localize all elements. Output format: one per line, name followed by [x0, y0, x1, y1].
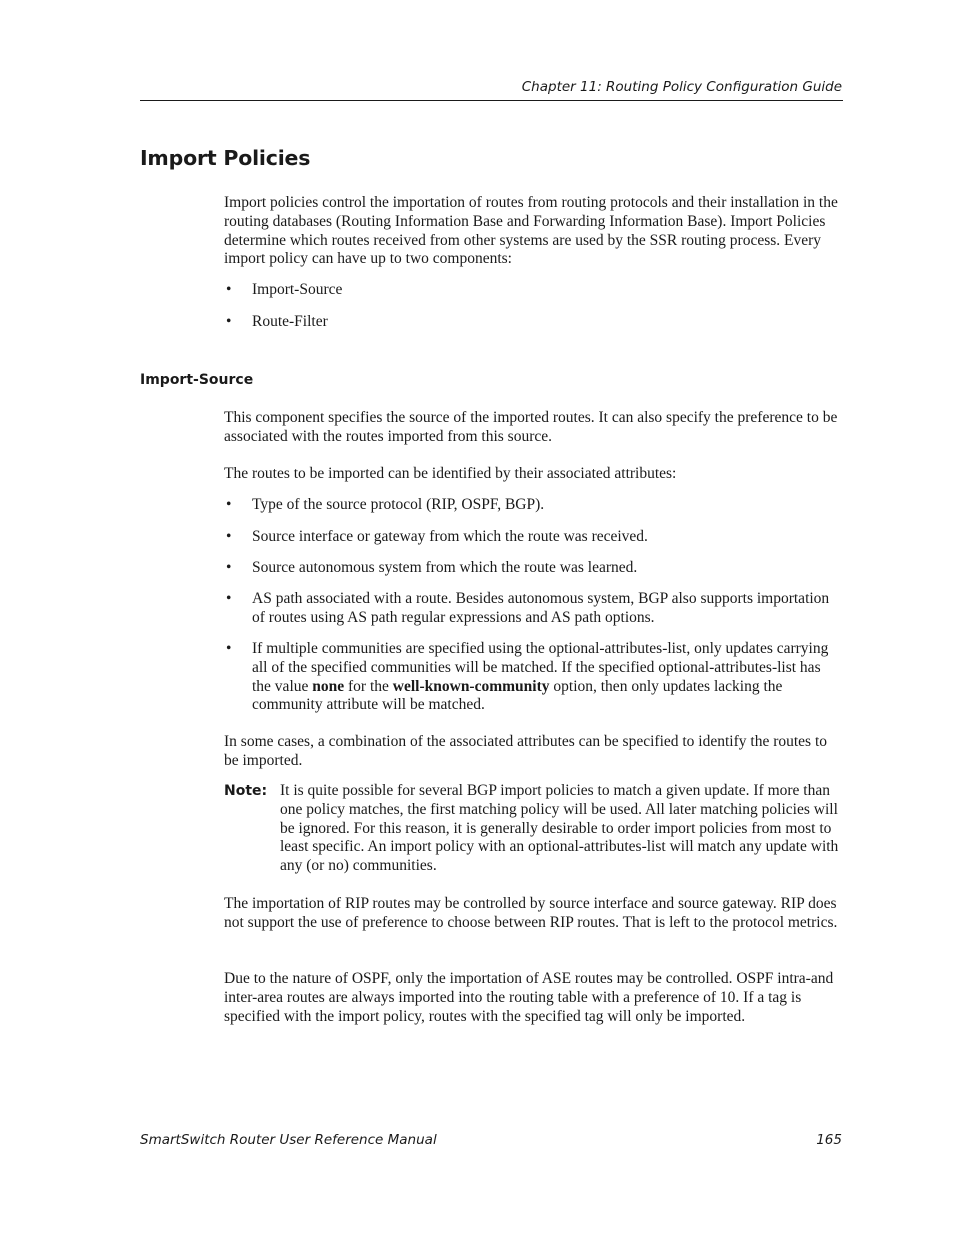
- header-divider: [140, 100, 843, 101]
- bullet-marker: •: [226, 281, 232, 298]
- bullet-marker: •: [226, 590, 232, 607]
- ospf-paragraph: Due to the nature of OSPF, only the importation of ASE routes may be controlled. OSPF intra-and inter-area routes are always imported into the routing table with a preference of 10. If a tag is specified with the import policy, routes with the specified tag will only be imported.: [224, 970, 834, 1025]
- list-item-text: Import-Source: [252, 281, 343, 298]
- list-item: [224, 496, 843, 515]
- attributes-intro-paragraph: The routes to be imported can be identified by their associated attributes:: [224, 465, 677, 482]
- list-item: [224, 313, 843, 332]
- list-item-text: Source autonomous system from which the route was learned.: [252, 559, 638, 576]
- source-paragraph: This component specifies the source of the imported routes. It can also specify the preference to be associated with the routes imported from this source.: [224, 409, 838, 445]
- combination-paragraph: In some cases, a combination of the associated attributes can be specified to identify the routes to be imported.: [224, 733, 828, 769]
- value-none: none: [312, 677, 345, 695]
- list-item: [224, 559, 843, 578]
- bullet-marker: •: [226, 640, 232, 657]
- bullet-marker: •: [226, 528, 232, 545]
- running-header: Chapter 11: Routing Policy Configuration Guide: [521, 79, 842, 95]
- bullet-marker: •: [226, 313, 232, 330]
- communities-text-1: If multiple communities are specified using the optional-attributes-list, only updates carrying all of the specified communities will be matched. If the specified optional-attributes-list has the value: [252, 640, 829, 695]
- rip-paragraph: The importation of RIP routes may be controlled by source interface and source gateway. RIP does not support the use of preference to choose between RIP routes. That is left to the protocol metrics.: [224, 895, 838, 931]
- note-label: Note:: [224, 783, 268, 799]
- list-item-text: [252, 640, 843, 715]
- note-text: It is quite possible for several BGP import policies to match a given update. If more than one policy matches, the first matching policy will be used. All later matching policies will be ignored. For this reason, it is generally desirable to order import policies from most to least specific. An import policy with an optional-attributes-list will match any update with any (or no) communities.: [280, 782, 839, 875]
- subsection-title: Import-Source: [140, 372, 254, 388]
- list-item: [224, 281, 843, 300]
- list-item-text: Type of the source protocol (RIP, OSPF, BGP).: [252, 496, 545, 513]
- option-well-known-community: well-known-community: [392, 677, 550, 695]
- list-item: [224, 640, 843, 715]
- manual-title: SmartSwitch Router User Reference Manual: [140, 1132, 437, 1148]
- section-title: Import Policies: [140, 146, 311, 170]
- list-item: [224, 590, 843, 628]
- list-item-text: Source interface or gateway from which the route was received.: [252, 528, 648, 545]
- page-number: 165: [816, 1132, 842, 1148]
- bullet-marker: •: [226, 496, 232, 513]
- intro-paragraph: Import policies control the importation of routes from routing protocols and their installation in the routing databases (Routing Information Base and Forwarding Information Base). Import Policies determine which routes received from other systems are used by the SSR routing process. Every import policy can have up to two components:: [224, 194, 838, 268]
- bullet-marker: •: [226, 559, 232, 576]
- list-item-text: Route-Filter: [252, 313, 328, 330]
- list-item-text: AS path associated with a route. Besides autonomous system, BGP also supports importation of routes using AS path regular expressions and AS path options.: [252, 590, 830, 626]
- communities-text-3: option, then only updates lacking the community attribute will be matched.: [252, 677, 783, 714]
- communities-text-2: for the: [344, 677, 393, 695]
- list-item: [224, 528, 843, 547]
